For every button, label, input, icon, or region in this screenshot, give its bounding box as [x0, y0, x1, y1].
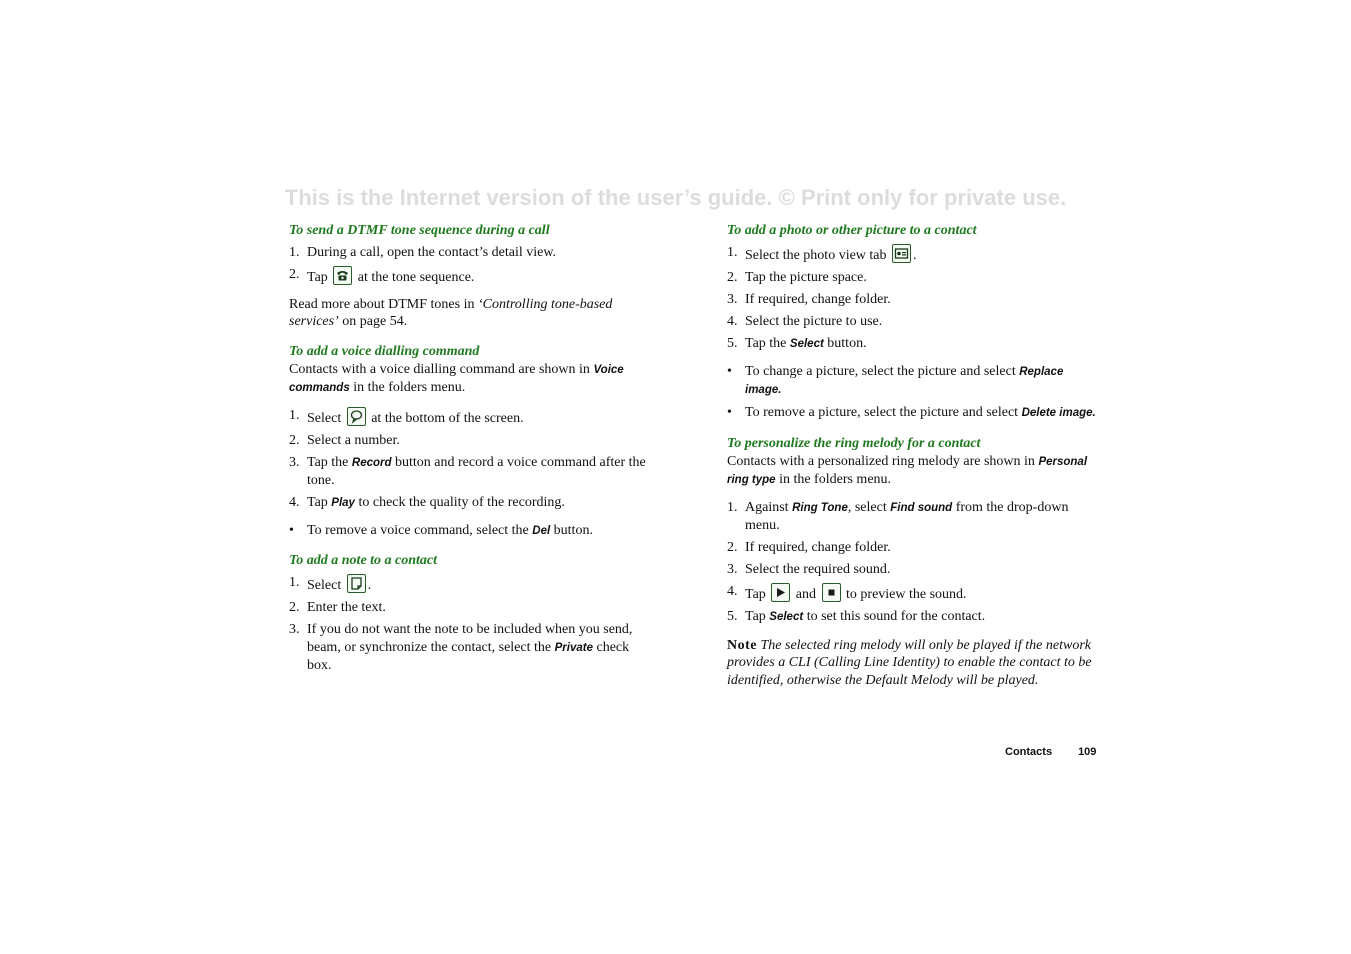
section-voice [289, 343, 657, 541]
list-item: 1. Select the photo view tab . [727, 245, 917, 263]
left-column [289, 222, 657, 687]
list-item: 1. Select . [289, 575, 372, 593]
section-photo [727, 222, 1102, 423]
heading-photo: To add a photo or other picture to a contact [727, 223, 977, 238]
list-item: 2. Enter the text. [289, 600, 386, 615]
section-note [289, 552, 657, 675]
list-item: 2. Tap at the tone sequence. [289, 267, 475, 285]
list-item: 1. Against Ring Tone, select Find sound from the drop-down menu. [727, 499, 1069, 533]
ring-note [727, 637, 1102, 690]
list-item: • To change a picture, select the picture and select Replace image. [727, 363, 1064, 396]
photo-tab-icon [892, 244, 911, 263]
list-item: 4. Select the picture to use. [727, 314, 883, 329]
ring-intro: Contacts with a personalized ring melody are shown in Personal ring type in the folders menu. [727, 453, 1088, 487]
voice-steps [289, 407, 657, 513]
list-item: 5. Tap the Select button. [727, 336, 867, 351]
ring-steps [727, 499, 1102, 627]
section-ring [727, 435, 1102, 690]
dtmf-read-more: Read more about DTMF tones in ‘Controlling tone-based services’ on page 54. [289, 296, 613, 329]
phone-tone-icon [333, 266, 352, 285]
list-item: 1. Select at the bottom of the screen. [289, 407, 524, 426]
list-item: 2. If required, change folder. [727, 540, 891, 555]
photo-bullets [727, 363, 1102, 423]
voice-record-icon [347, 407, 366, 426]
list-item: • To remove a picture, select the picture and select Delete image. [727, 405, 1096, 420]
list-item: 3. If you do not want the note to be included when you send, beam, or synchronize the contact, select the Private check box. [289, 622, 633, 673]
note-label: Note [727, 637, 757, 653]
watermark: This is the Internet version of the user’s guide. © Print only for private use. [284, 185, 1067, 210]
page-number: 109 [1078, 746, 1097, 758]
list-item: 4. Tap Play to check the quality of the recording. [289, 495, 565, 510]
voice-intro: Contacts with a voice dialling command are shown in Voice commands in the folders menu. [289, 361, 624, 395]
page-footer [1005, 746, 1096, 758]
voice-bullets [289, 522, 657, 541]
footer-section: Contacts [1005, 746, 1053, 758]
heading-ring: To personalize the ring melody for a contact [727, 435, 981, 451]
heading-dtmf: To send a DTMF tone sequence during a call [289, 223, 550, 238]
list-item: 2. Tap the picture space. [727, 270, 867, 285]
photo-steps [727, 244, 1102, 354]
heading-voice: To add a voice dialling command [289, 343, 480, 359]
note-icon [347, 574, 366, 593]
list-item: 2. Select a number. [289, 432, 400, 448]
note-text: The selected ring melody will only be played if the network provides a CLI (Calling Line Identity) to enable the contact to be identified, otherwise the Default Melody will be played. [727, 637, 1092, 688]
list-item: 3. Tap the Record button and record a voice command after the tone. [289, 454, 646, 488]
right-column [727, 222, 1102, 701]
list-item: 1. During a call, open the contact’s detail view. [289, 245, 557, 260]
list-item: • To remove a voice command, select the Del button. [289, 522, 593, 538]
section-dtmf [289, 222, 657, 331]
dtmf-steps [289, 244, 657, 287]
list-item: 5. Tap Select to set this sound for the contact. [727, 609, 986, 624]
list-item: 3. If required, change folder. [727, 292, 891, 307]
heading-note: To add a note to a contact [289, 553, 438, 568]
list-item: 4. Tap and to preview the sound. [727, 584, 967, 602]
list-item: 3. Select the required sound. [727, 562, 891, 577]
stop-icon [822, 583, 841, 602]
play-icon [771, 583, 790, 602]
note-steps [289, 574, 657, 675]
